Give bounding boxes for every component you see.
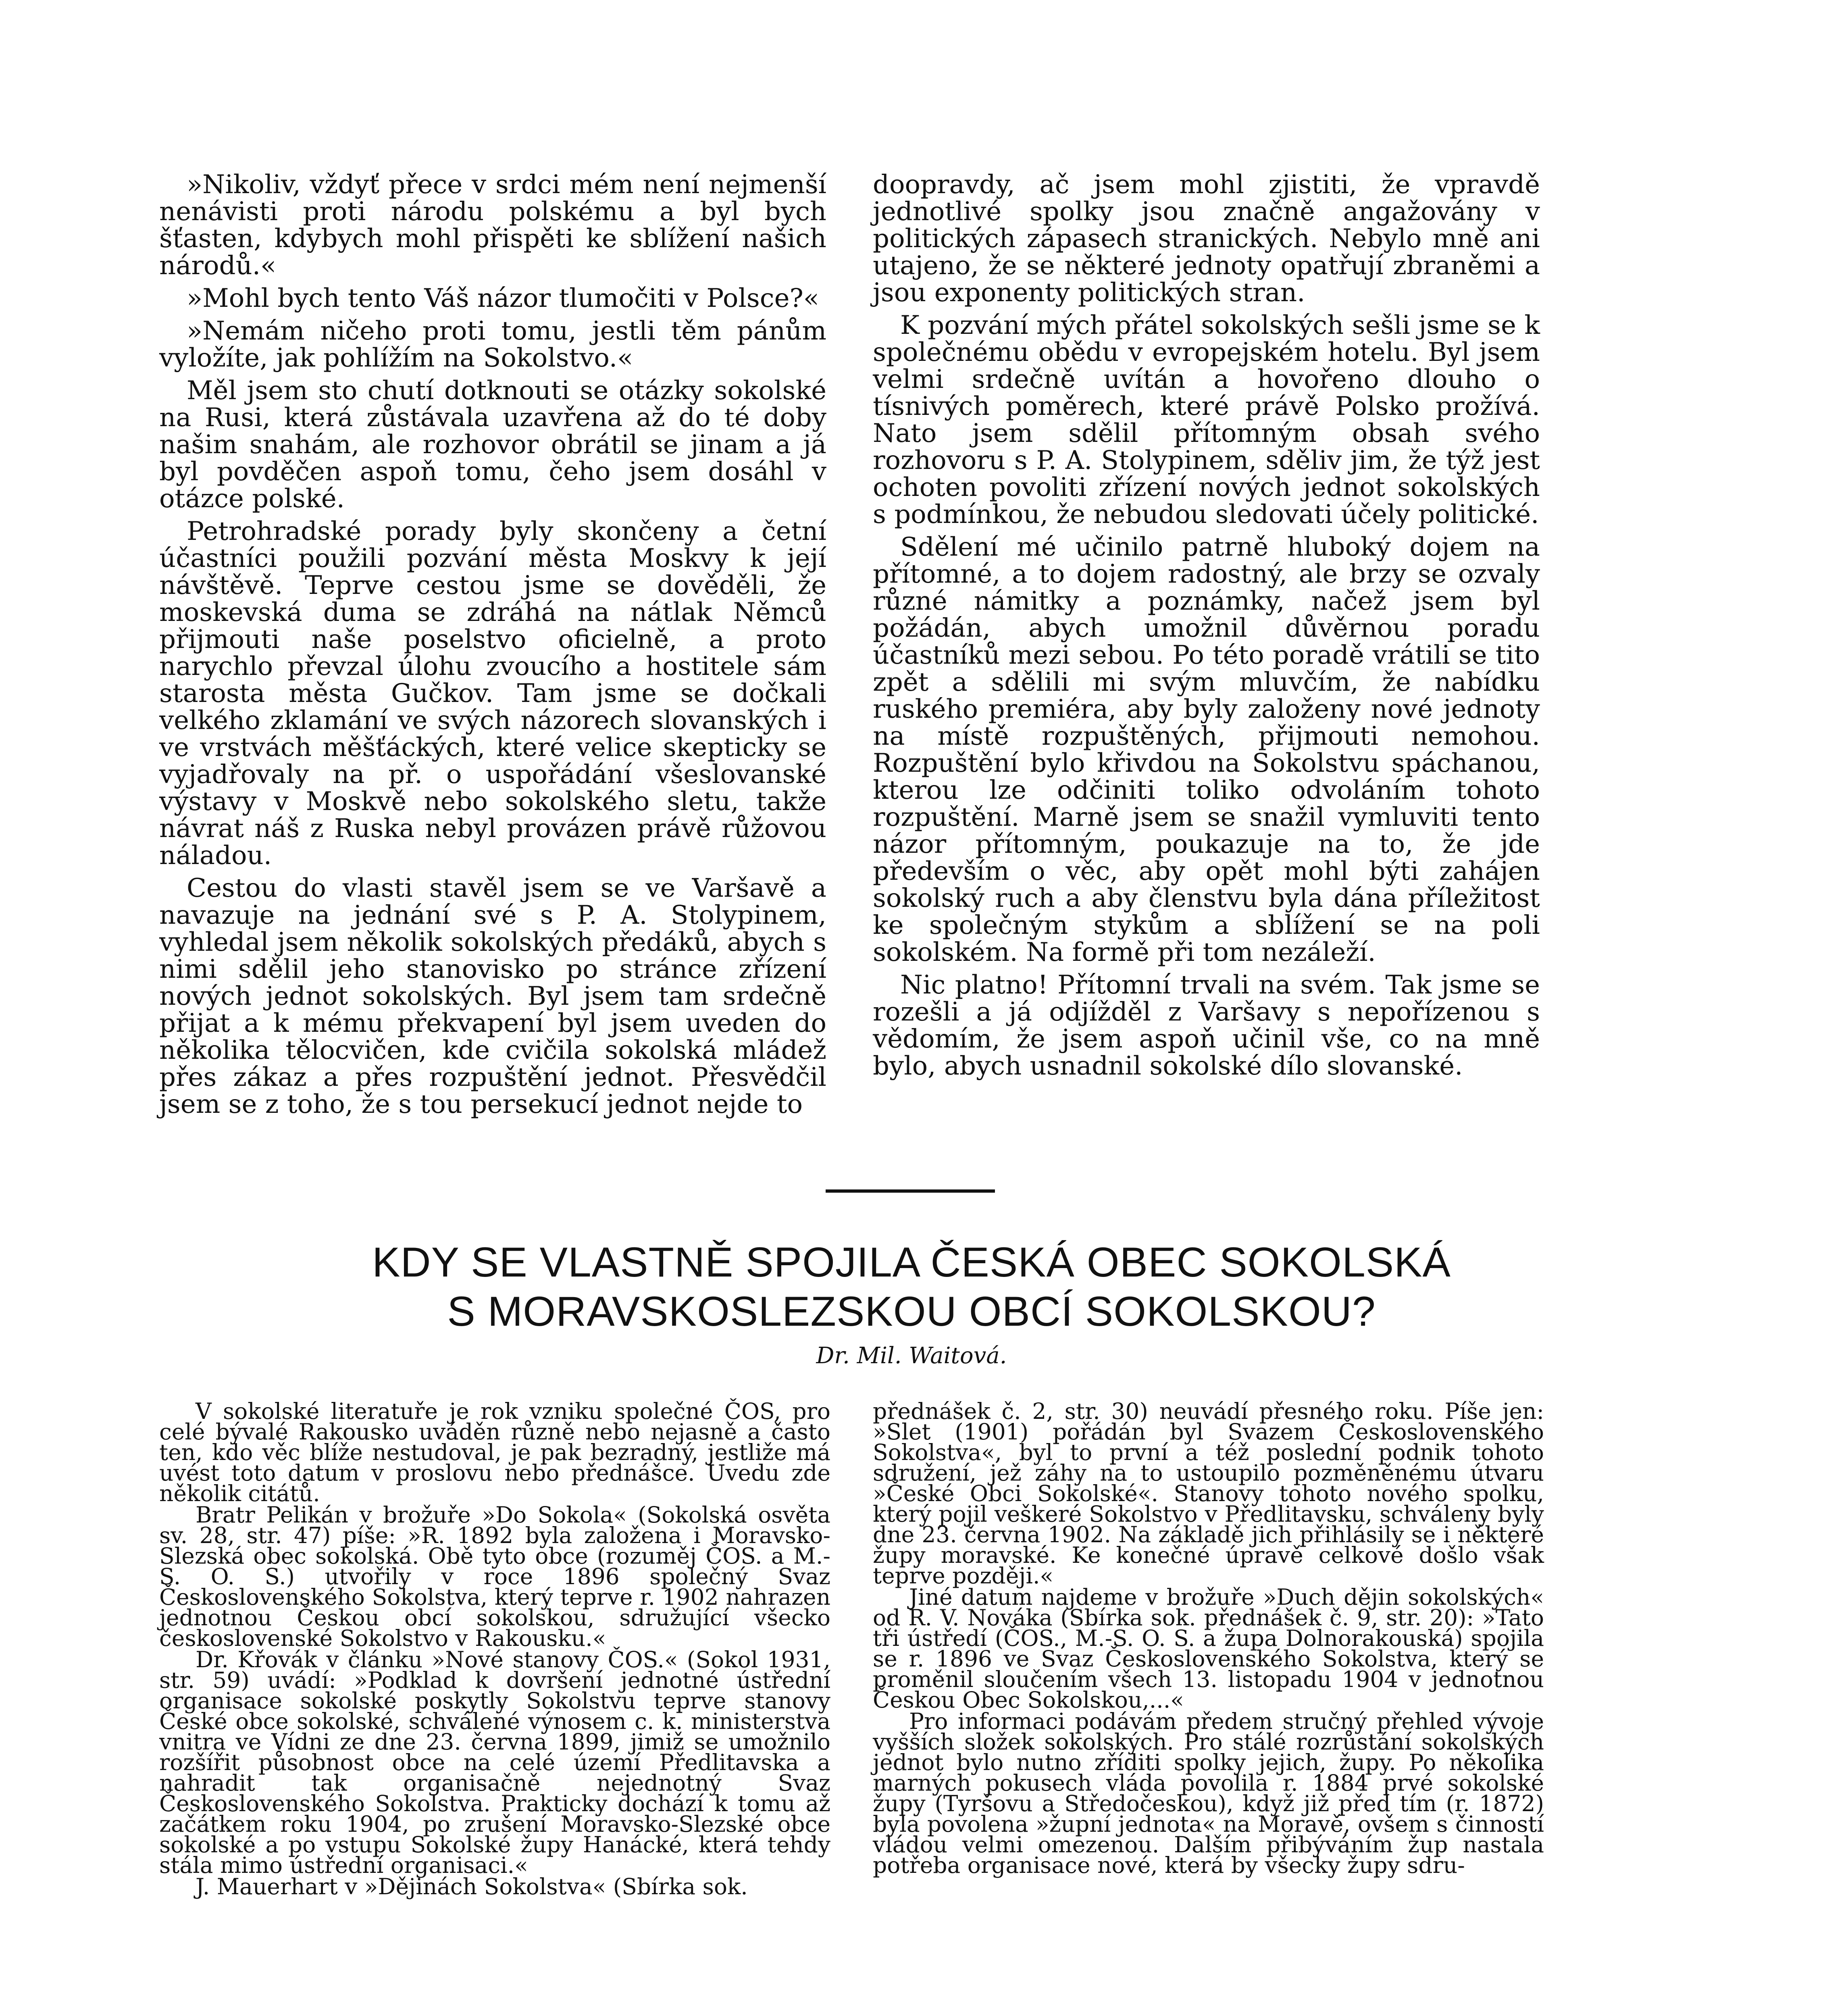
article-title xyxy=(121,1238,1702,1336)
paragraph: »Nemám ničeho proti tomu, jestli těm pánům vyložíte, jak pohlížím na Sokolstvo.« xyxy=(159,316,826,373)
article-title-line-1: KDY SE VLASTNĚ SPOJILA ČESKÁ OBEC SOKOLSKÁ xyxy=(372,1239,1451,1286)
paragraph: »Nikoliv, vždyť přece v srdci mém není nejmenší nenávisti proti národu polskému a byl bych šťasten, kdybych mohl přispěti ke sblížení našich národů.« xyxy=(159,170,826,281)
paragraph: K pozvání mých přátel sokolských sešli jsme se k společnému obědu v evropejském hotelu. Byl jsem velmi srdečně uvítán a hovořeno dlouho o tísnivých poměrech, které právě Polsko prožívá. Nato jsem sdělil přítomným obsah svého rozhovoru s P. A. Stolypinem, sděliv jim, že týž jest ochoten povoliti zřízení nových jednot sokolských s podmínkou, že nebudou sledovati účely politické. xyxy=(873,310,1540,529)
paragraph: »Mohl bych tento Váš názor tlumočiti v Polsce?« xyxy=(187,283,819,313)
paragraph: J. Mauerhart v »Dějinách Sokolstva« (Sbírka sok. xyxy=(196,1874,748,1899)
top-right-column xyxy=(873,171,1540,1085)
article-author: Dr. Mil. Waitová. xyxy=(816,1343,1007,1369)
article-title-line-2: S MORAVSKOSLEZSKOU OBCÍ SOKOLSKOU? xyxy=(447,1288,1376,1335)
bottom-right-column xyxy=(873,1398,1544,1878)
paragraph: přednášek č. 2, str. 30) neuvádí přesného roku. Píše jen: »Slet (1901) pořádán byl Svazem Československého Sokolstva«, byl to první a též poslední podnik tohoto sdružení, jež záhy na to ustoupilo pozměněnému útvaru »České Obci Sokolské«. Stanovy tohoto nového spolku, který pojil veškeré Sokolstvo v Předlitavsku, schváleny byly dne 23. června 1902. Na základě jich přihlásily se i některé župy moravské. Ke konečné úpravě celkové došlo však teprve později.« xyxy=(873,1398,1544,1589)
paragraph: Bratr Pelikán v brožuře »Do Sokola« (Sokolská osvěta sv. 28, str. 47) píše: »R. 1892 byla založena i Moravsko-Slezská obec sokolská. Obě tyto obce (rozuměj ČOS. a M.-S. O. S.) utvořily v roce 1896 společný Svaz Československého Sokolstva, který teprve r. 1902 nahrazen jednotnou Českou obcí sokolskou, sdružující všecko československé Sokolstvo v Rakousku.« xyxy=(159,1502,830,1651)
paragraph: Cestou do vlasti stavěl jsem se ve Varšavě a navazuje na jednání své s P. A. Stolypinem, vyhledal jsem několik sokolských předáků, abych s nimi sdělil jeho stanovisko po stránce zřízení nových jednot sokolských. Byl jsem tam srdečně přijat a k mému překvapení byl jsem uveden do několika tělocvičen, kde cvičila sokolská mládež přes zákaz a přes rozpuštění jednot. Přesvědčil jsem se z toho, že s tou persekucí jednot nejde to xyxy=(159,873,826,1119)
paragraph: V sokolské literatuře je rok vzniku společné ČOS, pro celé bývalé Rakousko uváděn různě nebo nejasně a často ten, kdo věc blíže nestudoval, je pak bezradný, jestliže má uvést toto datum v proslovu nebo přednášce. Uvedu zde několik citátů. xyxy=(159,1398,830,1506)
section-divider xyxy=(826,1189,995,1193)
paragraph: Jiné datum najdeme v brožuře »Duch dějin sokolských« od R. V. Nováka (Sbírka sok. přednášek č. 9, str. 20): »Tato tři ústředí (ČOS., M.-S. O. S. a župa Dolnorakouská) spojila se r. 1896 ve Svaz Československého Sokolstva, který se proměnil sloučením všech 13. listopadu 1904 v jednotnou Českou Obec Sokolskou,...« xyxy=(873,1584,1544,1713)
paragraph: Pro informaci podávám předem stručný přehled vývoje vyšších složek sokolských. Pro stálé rozrůstání sokolských jednot bylo nutno zříditi spolky jejich, župy. Po několika marných pokusech vláda povolila r. 1884 prvé sokolské župy (Tyršovu a Středočeskou), když již před tím (r. 1872) byla povolena »župní jednota« na Moravě, ovšem s činností vládou velmi omezenou. Dalším přibýváním žup nastala potřeba organisace nové, která by všecky župy sdru- xyxy=(873,1708,1544,1878)
paragraph: Petrohradské porady byly skončeny a četní účastníci použili pozvání města Moskvy k její návštěvě. Teprve cestou jsme se dověděli, že moskevská duma se zdráhá na nátlak Němců přijmouti naše poselstvo oficielně, a proto narychlo převzal úlohu zvoucího a hostitele sám starosta města Gučkov. Tam jsme se dočkali velkého zklamání ve svých názorech slovanských i ve vrstvách měšťáckých, které velice skepticky se vyjadřovaly na př. o uspořádání všeslovanské výstavy v Moskvě nebo sokolského sletu, takže návrat náš z Ruska nebyl provázen právě růžovou náladou. xyxy=(159,516,826,871)
paragraph: Sdělení mé učinilo patrně hluboký dojem na přítomné, a to dojem radostný, ale brzy se ozvaly různé námitky a poznámky, načež jsem byl požádán, abych umožnil důvěrnou poradu účastníků mezi sebou. Po této poradě vrátili se tito zpět a sdělili mi svým mluvčím, že nabídku ruského premiéra, aby byly založeny nové jednoty na místě rozpuštěných, přijmouti nemohou. Rozpuštění bylo křivdou na Sokolstvu spáchanou, kterou lze odčiniti toliko odvoláním tohoto rozpuštění. Marně jsem se snažil vymluviti tento názor přítomným, poukazuje na to, že jde především o věc, aby opět mohl býti zahájen sokolský ruch a aby členstvu byla dána příležitost ke společným stykům a sblížení se na poli sokolském. Na formě při tom nezáleží. xyxy=(873,532,1540,967)
bottom-left-column xyxy=(159,1398,830,1899)
paragraph: Dr. Křovák v článku »Nové stanovy ČOS.« (Sokol 1931, str. 59) uvádí: »Podklad k dovršení jednotné ústřední organisace sokolské poskytly Sokolstvu teprve stanovy České obce sokolské, schválené výnosem c. k. ministerstva vnitra ve Vídni ze dne 23. června 1899, jimiž se umožnilo rozšířit působnost obce na celé území Předlitavska a nahradit tak organisačně nejednotný Svaz Československého Sokolstva. Prakticky dochází k tomu až začátkem roku 1904, po zrušení Moravsko-Slezské obce sokolské a po vstupu Sokolské župy Hanácké, která tehdy stála mimo ústřední organisaci.« xyxy=(159,1647,830,1878)
paragraph: Nic platno! Přítomní trvali na svém. Tak jsme se rozešli a já odjížděl z Varšavy s nepořízenou s vědomím, že jsem aspoň učinil vše, co na mně bylo, abych usnadnil sokolské dílo slovanské. xyxy=(873,970,1540,1081)
paragraph: doopravdy, ač jsem mohl zjistiti, že vpravdě jednotlivé spolky jsou značně angažovány v politických zápasech stranických. Nebylo mně ani utajeno, že se některé jednoty opatřují zbraněmi a jsou exponenty politických stran. xyxy=(873,170,1540,308)
paragraph: Měl jsem sto chutí dotknouti se otázky sokolské na Rusi, která zůstávala uzavřena až do té doby našim snahám, ale rozhovor obrátil se jinam a já byl povděčen aspoň tomu, čeho jsem dosáhl v otázce polské. xyxy=(159,376,826,514)
top-left-column xyxy=(159,171,826,1124)
